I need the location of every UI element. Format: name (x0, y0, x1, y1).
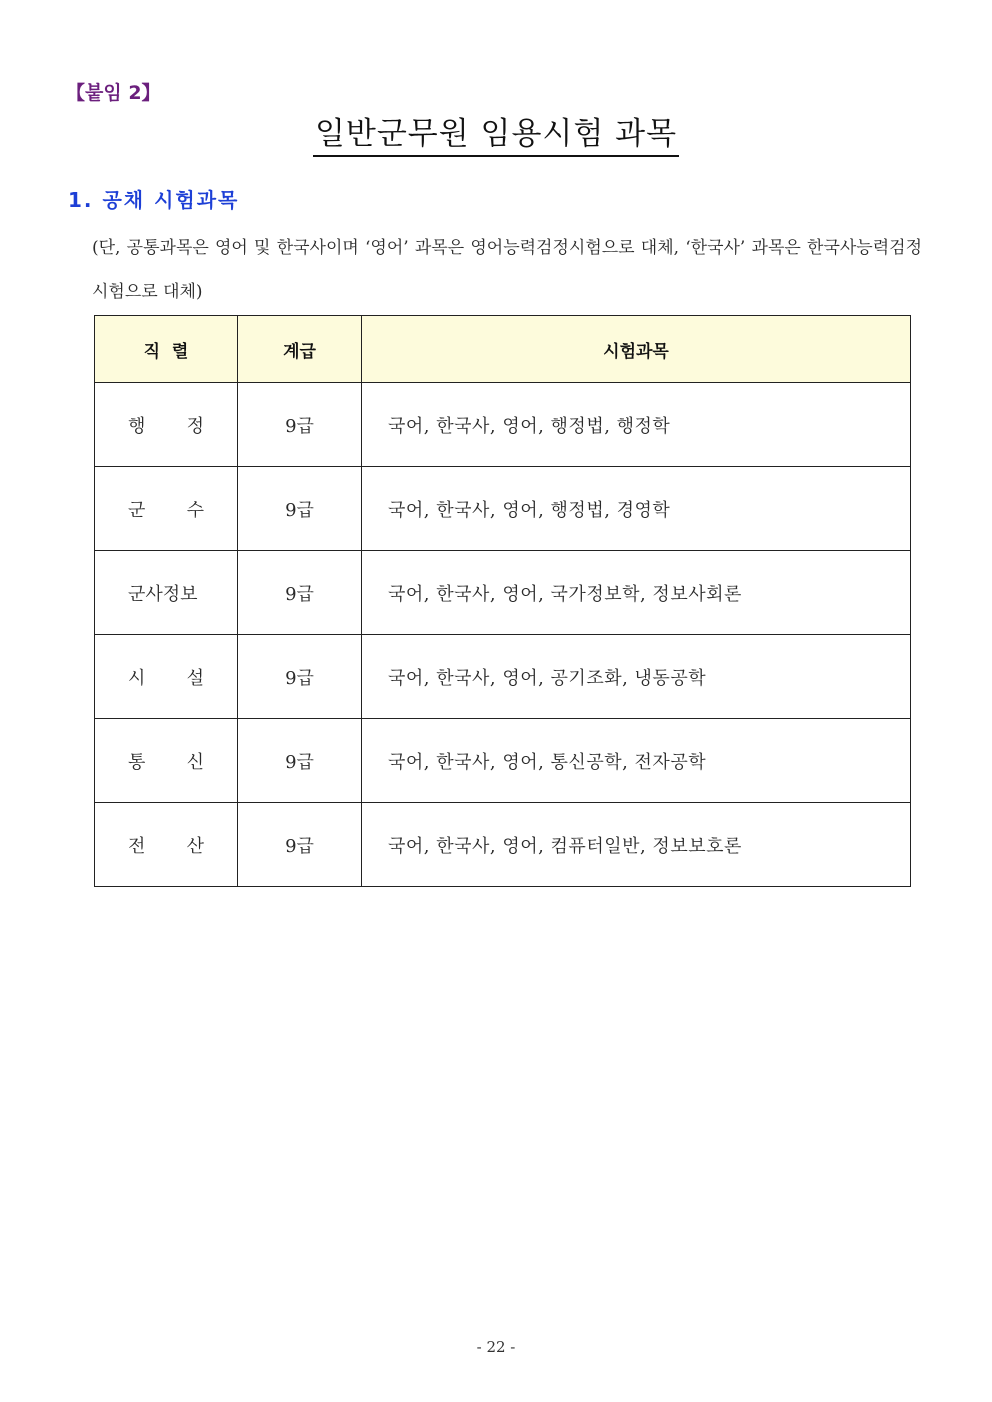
series-full: 군사정보 (128, 583, 198, 605)
exam-note: (단, 공통과목은 영어 및 한국사이며 ‘영어’ 과목은 영어능력검정시험으로 대체, ‘한국사’ 과목은 한국사능력검정시험으로 대체) (92, 238, 922, 302)
series-char: 설 (186, 667, 204, 689)
series-char: 시 (128, 667, 146, 689)
exam-subjects-table (94, 315, 911, 887)
series-char: 통 (128, 751, 146, 773)
subjects-cell: 국어, 한국사, 영어, 공기조화, 냉동공학 (362, 635, 911, 719)
table-row (95, 803, 911, 887)
series-cell (95, 383, 238, 467)
series-char: 산 (186, 835, 204, 857)
series-char: 전 (128, 835, 146, 857)
section-heading: 1. 공채 시험과목 (68, 188, 240, 212)
series-char: 군 (128, 499, 146, 521)
subjects-cell: 국어, 한국사, 영어, 통신공학, 전자공학 (362, 719, 911, 803)
subjects-cell: 국어, 한국사, 영어, 컴퓨터일반, 정보보호론 (362, 803, 911, 887)
series-char: 행 (128, 415, 146, 437)
subjects-cell: 국어, 한국사, 영어, 행정법, 행정학 (362, 383, 911, 467)
header-subjects: 시험과목 (362, 316, 911, 383)
series-cell (95, 719, 238, 803)
table-row (95, 383, 911, 467)
grade-cell: 9급 (238, 551, 362, 635)
table-row (95, 551, 911, 635)
table-row (95, 467, 911, 551)
table-header-row (95, 316, 911, 383)
page-title: 일반군무원 임용시험 과목 (313, 116, 679, 157)
subjects-cell: 국어, 한국사, 영어, 행정법, 경영학 (362, 467, 911, 551)
header-series: 직 렬 (95, 316, 238, 383)
series-char: 수 (186, 499, 204, 521)
grade-cell: 9급 (238, 719, 362, 803)
series-char: 정 (186, 415, 204, 437)
series-cell (95, 635, 238, 719)
series-char: 신 (186, 751, 204, 773)
grade-cell: 9급 (238, 635, 362, 719)
attachment-tag: 【붙임 2】 (66, 82, 161, 104)
series-cell (95, 551, 238, 635)
grade-cell: 9급 (238, 383, 362, 467)
subjects-cell: 국어, 한국사, 영어, 국가정보학, 정보사회론 (362, 551, 911, 635)
page-number: - 22 - (476, 1338, 516, 1356)
series-cell (95, 803, 238, 887)
table-row (95, 635, 911, 719)
header-grade: 계급 (238, 316, 362, 383)
table-row (95, 719, 911, 803)
series-cell (95, 467, 238, 551)
grade-cell: 9급 (238, 467, 362, 551)
page-title-wrapper (0, 116, 992, 157)
grade-cell: 9급 (238, 803, 362, 887)
